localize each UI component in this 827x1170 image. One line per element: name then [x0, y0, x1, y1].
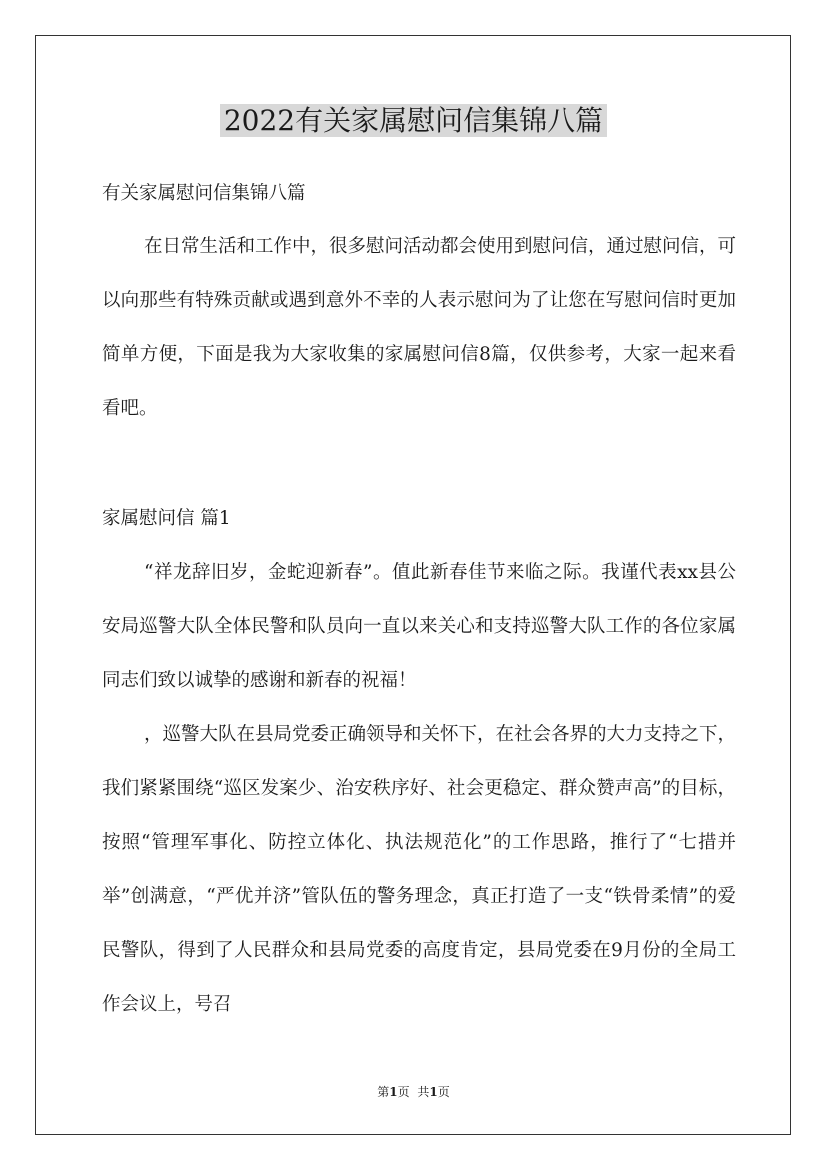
intro-paragraph: 在日常生活和工作中，很多慰问活动都会使用到慰问信，通过慰问信，可以向那些有特殊贡献或遇到意外不幸的人表示慰问为了让您在写慰问信时更加简单方便，下面是我为大家收集的家属慰问信8篇，仅供参考，大家一起来看看吧。 — [102, 236, 737, 419]
page-suffix: 页 — [397, 1085, 410, 1099]
document-subtitle: 有关家属慰问信集锦八篇 — [102, 183, 306, 204]
document-title — [0, 101, 827, 141]
page-prefix: 第 — [377, 1085, 390, 1099]
document-title-text: 2022有关家属慰问信集锦八篇 — [220, 104, 607, 137]
total-suffix: 页 — [437, 1085, 450, 1099]
page-footer — [0, 1084, 827, 1100]
total-prefix: 共 — [417, 1085, 430, 1099]
total-pages: 1 — [429, 1085, 438, 1099]
body-paragraph-1: “祥龙辞旧岁，金蛇迎新春”。值此新春佳节来临之际。我谨代表xx县公安局巡警大队全体民警和队员向一直以来关心和支持巡警大队工作的各位家属同志们致以诚挚的感谢和新春的祝福！ — [102, 562, 736, 691]
section-heading: 家属慰问信 篇1 — [102, 508, 231, 529]
body-paragraph-2: ，巡警大队在县局党委正确领导和关怀下，在社会各界的大力支持之下，我们紧紧围绕“巡区发案少、治安秩序好、社会更稳定、群众赞声高”的目标，按照“管理军事化、防控立体化、执法规范化”的工作思路，推行了“七措并举”创满意，“严优并济”管队伍的警务理念，真正打造了一支“铁骨柔情”的爱民警队，得到了人民群众和县局党委的高度肯定，县局党委在9月份的全局工作会议上，号召 — [102, 724, 737, 1015]
page-number: 1 — [389, 1085, 398, 1099]
